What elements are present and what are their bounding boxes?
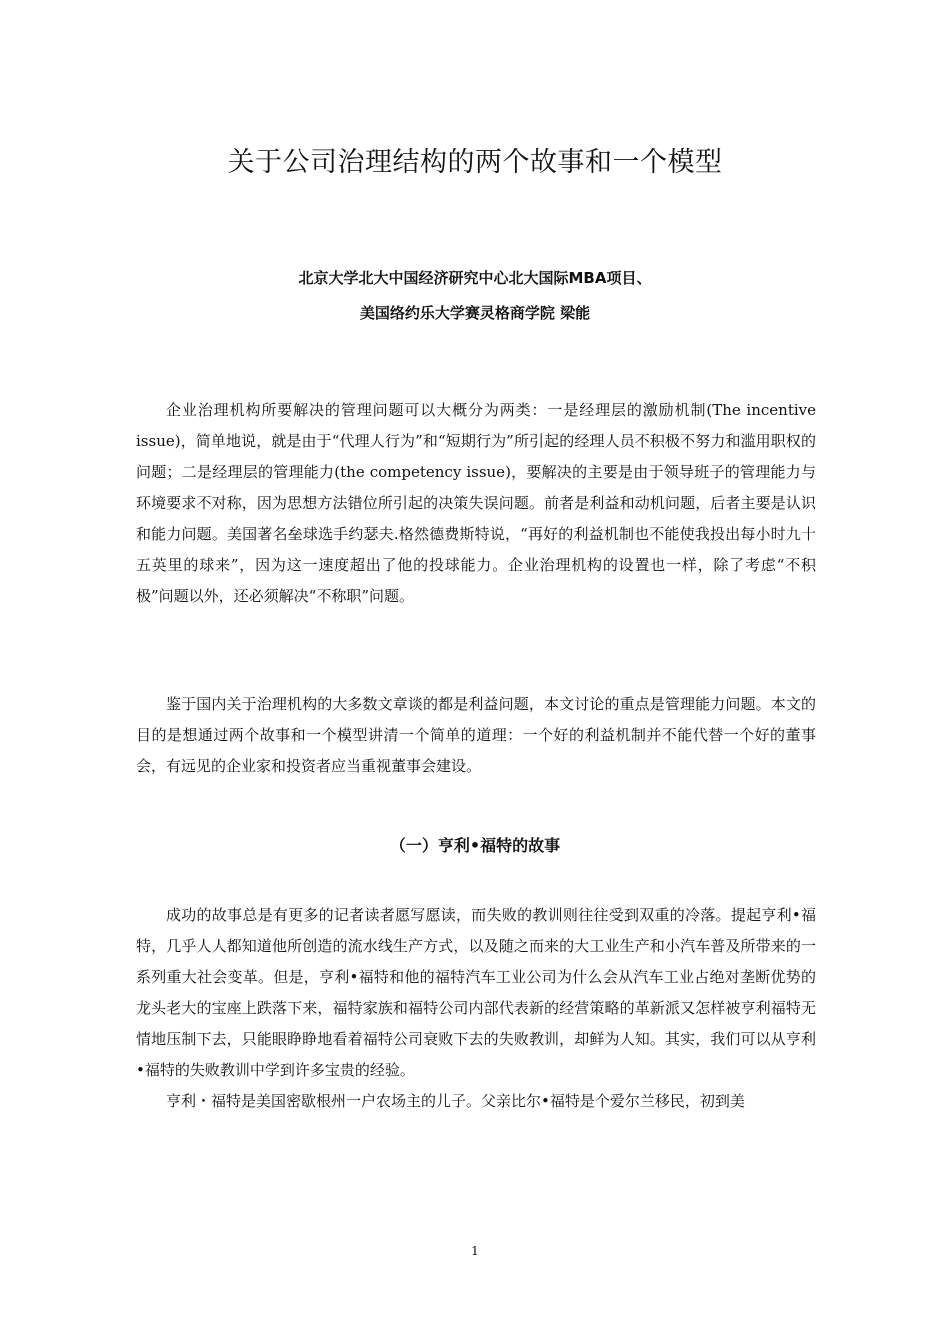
paragraph: 亨利・福特是美国密歇根州一户农场主的儿子。父亲比尔•福特是个爱尔兰移民，初到美 [166,1092,745,1110]
page-number: 1 [471,1244,479,1258]
document-title: 关于公司治理结构的两个故事和一个模型 [227,147,723,178]
author-affiliation-line-2: 美国络约乐大学赛灵格商学院 梁能 [359,304,591,322]
intro-paragraph-2 [136,689,816,782]
section-1-body [136,900,816,1117]
paragraph: 鉴于国内关于治理机构的大多数文章谈的都是利益问题，本文讨论的重点是管理能力问题。本文的目的是想通过两个故事和一个模型讲清一个简单的道理：一个好的利益机制并不能代替一个好的董事会，有远见的企业家和投资者应当重视董事会建设。 [136,695,816,775]
paragraph: 企业治理机构所要解决的管理问题可以大概分为两类：一是经理层的激励机制(The incentive issue)，简单地说，就是由于“代理人行为”和“短期行为”所引起的经理人员不积极不努力和滥用职权的问题；二是经理层的管理能力(the competency issue)，要解决的主要是由于领导班子的管理能力与环境要求不对称，因为思想方法错位所引起的决策失误问题。前者是利益和动机问题，后者主要是认识和能力问题。美国著名垒球选手约瑟夫.格然德费斯特说，“再好的利益机制也不能使我投出每小时九十五英里的球来”，因为这一速度超出了他的投球能力。企业治理机构的设置也一样，除了考虑“不积极”问题以外，还必须解决“不称职”问题。 [136,401,816,605]
author-affiliation-line-1: 北京大学北大中国经济研究中心北大国际MBA项目、 [298,269,652,287]
intro-paragraph-1 [136,395,816,612]
paragraph: 成功的故事总是有更多的记者读者愿写愿读，而失败的教训则往往受到双重的冷落。提起亨利•福特，几乎人人都知道他所创造的流水线生产方式，以及随之而来的大工业生产和小汽车普及所带来的一系列重大社会变革。但是，亨利•福特和他的福特汽车工业公司为什么会从汽车工业占绝对垄断优势的龙头老大的宝座上跌落下来，福特家族和福特公司内部代表新的经营策略的革新派又怎样被亨利福特无情地压制下去，只能眼睁睁地看着福特公司衰败下去的失败教训，却鲜为人知。其实，我们可以从亨利•福特的失败教训中学到许多宝贵的经验。 [136,906,816,1079]
section-heading: （一）亨利•福特的故事 [389,836,561,855]
